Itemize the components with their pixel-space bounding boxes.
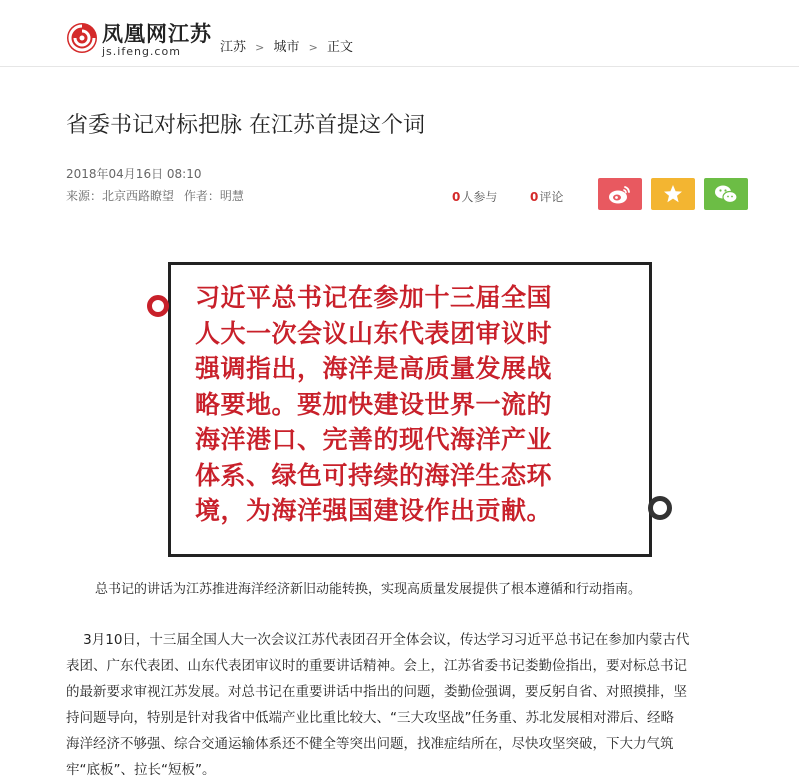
article-source-line [66, 187, 250, 204]
quote-figure-text [195, 280, 635, 529]
share-wechat-button[interactable] [704, 178, 748, 210]
article-title: 省委书记对标把脉 在江苏首提这个词 [66, 113, 425, 138]
article-author: 作者：明慧 [183, 189, 244, 203]
breadcrumb-separator: > [255, 41, 265, 54]
paragraph-line: 3月10日，十三届全国人大一次会议江苏代表团召开全体会议，传达学习习近平总书记在参加内蒙古代 [66, 632, 690, 648]
breadcrumb-item-current: 正文 [327, 40, 354, 55]
comments-count: 0 [530, 190, 539, 204]
breadcrumb-item-city[interactable]: 城市 [273, 40, 300, 55]
red-ring-decoration [147, 295, 169, 317]
comments-label: 评论 [539, 190, 564, 204]
paragraph-line: 的最新要求审视江苏发展。对总书记在重要讲话中指出的问题，娄勤俭强调，要反躬自省、对照摸排，坚 [66, 684, 687, 700]
paragraph-line: 牢“底板”、拉长“短板”。 [66, 762, 216, 778]
site-header [0, 0, 799, 67]
site-logo[interactable] [66, 18, 212, 58]
weibo-icon [598, 178, 642, 210]
paragraph-line: 持问题导向，特别是针对我省中低端产业比重比较大、“三大攻坚战”任务重、苏北发展相对滞后、经略 [66, 710, 674, 726]
star-icon [651, 178, 695, 210]
quote-line: 海洋港口、完善的现代海洋产业 [195, 425, 553, 454]
article-date: 2018年04月16日 08:10 [66, 167, 202, 181]
quote-line: 强调指出，海洋是高质量发展战 [195, 354, 553, 383]
share-weibo-button[interactable] [598, 178, 642, 210]
logo-domain: js.ifeng.com [102, 45, 181, 58]
paragraph-line: 表团、广东代表团、山东代表团审议时的重要讲话精神。会上，江苏省委书记娄勤俭指出，要对标总书记 [66, 658, 687, 674]
figure-caption: 总书记的讲话为江苏推进海洋经济新旧动能转换，实现高质量发展提供了根本遵循和行动指南。 [95, 582, 642, 597]
logo-text: 凤凰网江苏 [102, 21, 212, 46]
quote-line: 习近平总书记在参加十三届全国 [195, 283, 553, 312]
quote-line: 人大一次会议山东代表团审议时 [195, 318, 553, 348]
wechat-icon [704, 178, 748, 210]
quote-line: 体系、绿色可持续的海洋生态环 [195, 460, 553, 490]
breadcrumb [220, 36, 353, 55]
dark-ring-decoration [648, 496, 672, 520]
paragraph-line: 海洋经济不够强、综合交通运输体系还不健全等突出问题，找准症结所在，尽快攻坚突破，下大力气筑 [66, 736, 674, 752]
participants-link[interactable] [452, 188, 497, 205]
quote-line: 略要地。要加快建设世界一流的 [195, 389, 553, 419]
phoenix-logo-icon [66, 22, 98, 54]
article-source: 来源：北京西路瞭望 [66, 189, 175, 203]
participants-count: 0 [452, 190, 461, 204]
favorite-button[interactable] [651, 178, 695, 210]
article-paragraph [66, 627, 756, 783]
breadcrumb-separator: > [308, 41, 318, 54]
quote-line: 境，为海洋强国建设作出贡献。 [195, 496, 553, 525]
comments-link[interactable] [530, 188, 563, 205]
breadcrumb-item-jiangsu[interactable]: 江苏 [220, 40, 247, 55]
participants-label: 人参与 [461, 190, 498, 204]
